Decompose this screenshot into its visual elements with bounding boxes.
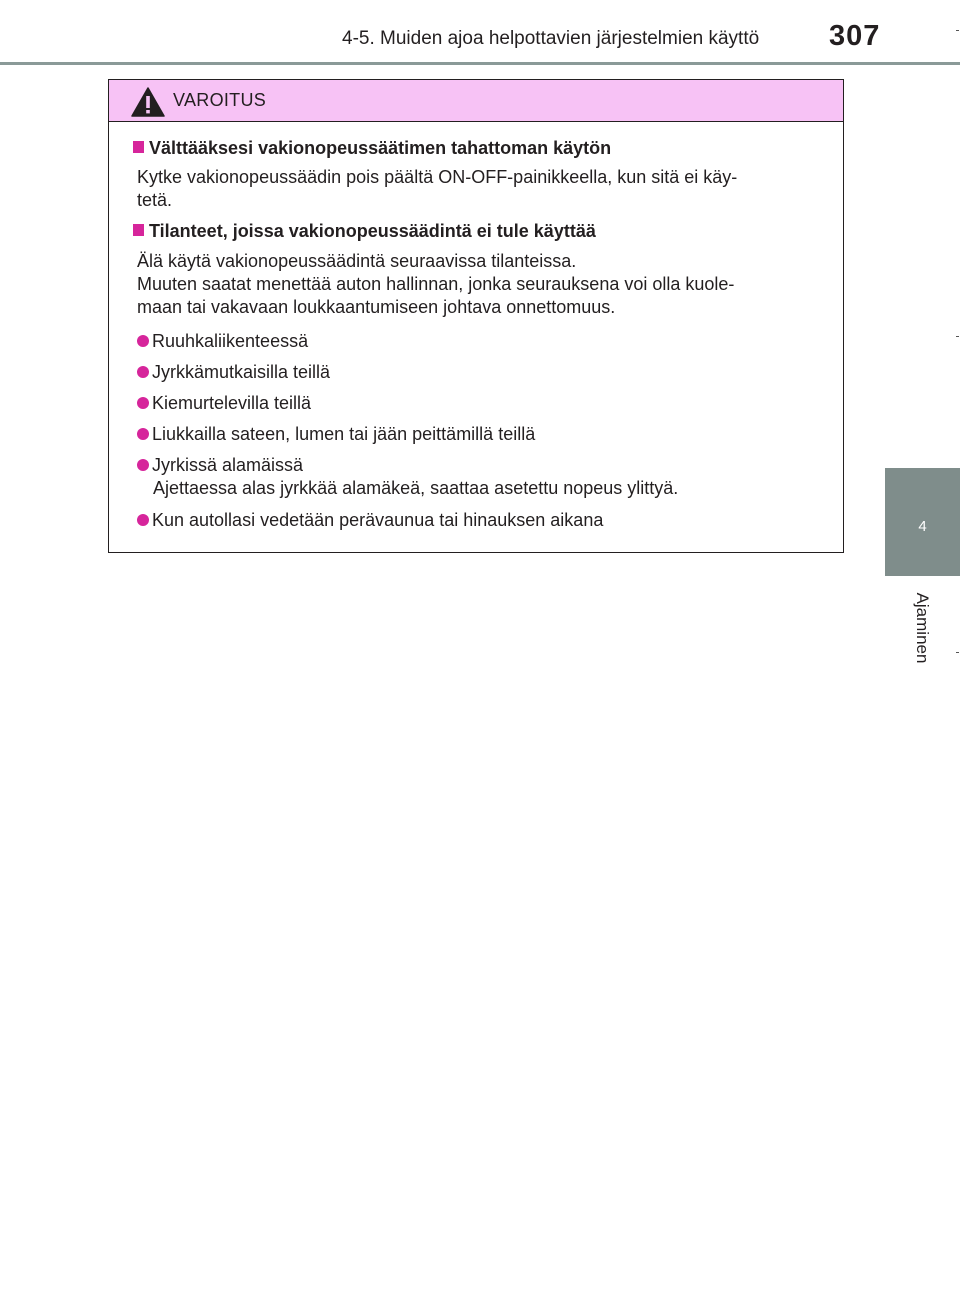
chapter-title: 4-5. Muiden ajoa helpottavien järjestelmien käyttö bbox=[342, 28, 760, 49]
list-item: Jyrkkämutkaisilla teillä bbox=[137, 361, 330, 384]
warning-header bbox=[109, 80, 843, 122]
chapter-number: 4 bbox=[918, 518, 927, 535]
page-number: 307 bbox=[829, 20, 881, 52]
dot-bullet-icon bbox=[137, 366, 149, 378]
dot-bullet-icon bbox=[137, 459, 149, 471]
list-item: Jyrkissä alamäissä Ajettaessa alas jyrkkää alamäkeä, saattaa asetettu nopeus ylittyä. bbox=[137, 454, 678, 500]
header-divider bbox=[0, 62, 960, 65]
section-title: Välttääksesi vakionopeussäätimen tahattoman käytön bbox=[133, 138, 611, 159]
chapter-side-tab bbox=[885, 468, 960, 576]
dot-bullet-icon bbox=[137, 335, 149, 347]
chapter-side-label: Ajaminen bbox=[913, 592, 932, 664]
dot-bullet-icon bbox=[137, 428, 149, 440]
warning-label: VAROITUS bbox=[173, 90, 267, 110]
square-bullet-icon bbox=[133, 224, 144, 236]
section-text: Älä käytä vakionopeussäädintä seuraavissa tilanteissa. Muuten saatat menettää auton hallinnan, jonka seurauksena voi olla kuole- maan tai vakavaan loukkaantumiseen johtava onnettomuus. bbox=[137, 251, 735, 317]
edge-tick bbox=[956, 30, 959, 31]
dot-bullet-icon bbox=[137, 397, 149, 409]
warning-box bbox=[108, 79, 844, 553]
square-bullet-icon bbox=[133, 141, 144, 153]
list-item-subtext: Ajettaessa alas jyrkkää alamäkeä, saattaa asetettu nopeus ylittyä. bbox=[153, 478, 679, 498]
dot-bullet-icon bbox=[137, 514, 149, 526]
warning-triangle-icon bbox=[131, 87, 165, 117]
list-item: Ruuhkaliikenteessä bbox=[137, 330, 308, 353]
section-title: Tilanteet, joissa vakionopeussäädintä ei tule käyttää bbox=[133, 221, 596, 242]
list-item: Kiemurtelevilla teillä bbox=[137, 392, 311, 415]
list-item: Liukkailla sateen, lumen tai jään peittämillä teillä bbox=[137, 423, 535, 446]
section-text: Kytke vakionopeussäädin pois päältä ON-OFF-painikkeella, kun sitä ei käy- tetä. bbox=[137, 167, 738, 210]
list-item: Kun autollasi vedetään perävaunua tai hinauksen aikana bbox=[137, 509, 603, 532]
edge-tick bbox=[956, 652, 959, 653]
edge-tick bbox=[956, 336, 959, 337]
